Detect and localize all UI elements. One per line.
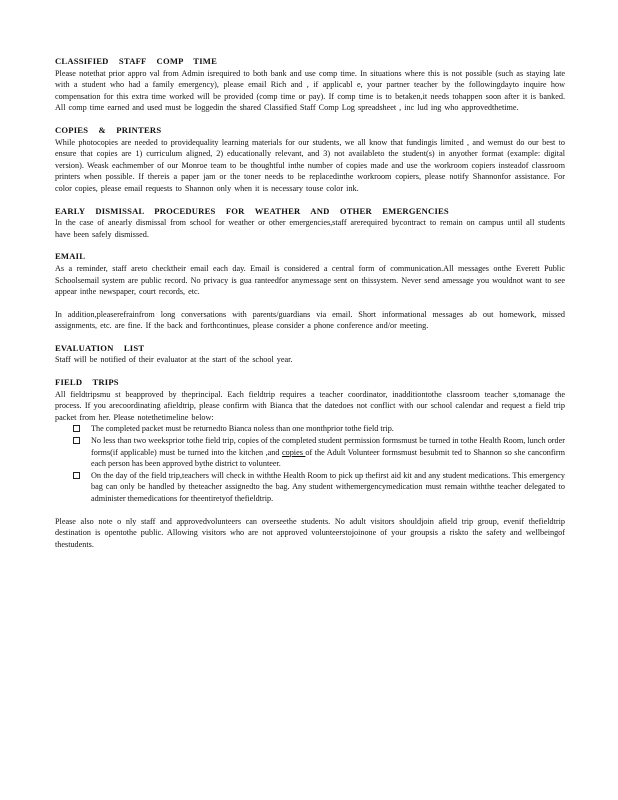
section-paragraph: As a reminder, staff areto checktheir email each day. Email is considered a central form of communication.All messages onthe Everett Public Schoolsemail system are public record. No privacy is gua ranteedfor anymessage sent on thissystem. Never send amessage you wouldnot want to see appear inthe newspaper, court records, etc. xyxy=(55,263,565,297)
checkbox-bullet-icon xyxy=(73,437,80,444)
section-paragraph: While photocopies are needed to providequality learning materials for our students, we all know that fundingis limited , and wemust do our best to ensure that copies are 1) curriculum aligned, 2) educationally relevant, and 3) not availableto the student(s) in anyother format (example: digital version). Weask eachmember of our Monroe team to be thoughtful inthe number of copies made and use the workroom copiers insteadof classroom printers when possible. If thereis a paper jam or the toner needs to be replacedinthe workroom copiers, please notify Shannonfor assistance. For color copies, please email requests to Shannon only when it is necessary touse color ink. xyxy=(55,137,565,193)
section-paragraph: Please notethat prior appro val from Admin isrequired to both bank and use comp time. In situations where this is not possible (such as staying late with a student who had a family emergency), please email Rich and , if applicabl e, your partner teacher by the followingdayto inquire how compensation for this extra time worked will be provided (comp time or pay). If comp time is to betaken,it needs tohappen soon after it is banked. All comp time earned and used must be loggedin the shared Classified Staff Comp Log spreadsheet , inc lud ing who approvedthetime. xyxy=(55,68,565,113)
field-trip-timeline-list xyxy=(55,423,565,504)
section-paragraph: In the case of anearly dismissal from school for weather or other emergencies,staff arerequired bycontract to remain on campus until all students have been safely dismissed. xyxy=(55,218,565,239)
section-field-trips xyxy=(55,377,565,550)
section-heading: EARLY DISMISSAL PROCEDURES FOR WEATHER AND OTHER EMERGENCIES xyxy=(55,205,449,216)
section-heading: CLASSIFIED STAFF COMP TIME xyxy=(55,56,218,66)
section-heading: EVALUATION LIST xyxy=(55,342,145,353)
list-item xyxy=(91,423,565,435)
section-email xyxy=(55,251,565,332)
list-item xyxy=(91,435,565,470)
section-evaluation-list xyxy=(55,343,565,366)
list-item-text: No less than two weeksprior tothe field trip, copies of the completed student permission formsmust be turned in tothe Health Room, lunch order forms(if applicable) must be turned into the kitchen ,and xyxy=(91,436,565,457)
list-item-text: On the day of the field trip,teachers will check in withthe Health Room to pick up thefirst aid kit and any student medications. This emergency bag can only be handled by theteacher assignedto the bag. Any student withemergencymedication must remain withthe teacher delegated to administer themedications for theentiretyof thefieldtrip. xyxy=(91,470,565,503)
checkbox-bullet-icon xyxy=(73,472,80,479)
document-page xyxy=(55,56,565,561)
section-heading: EMAIL xyxy=(55,251,86,262)
section-heading: FIELD TRIPS xyxy=(55,377,119,388)
section-early-dismissal xyxy=(55,206,565,241)
section-heading: COPIES & PRINTERS xyxy=(55,124,162,135)
checkbox-bullet-icon xyxy=(73,425,80,432)
section-copies-printers xyxy=(55,125,565,195)
section-paragraph: Please also note o nly staff and approvedvolunteers can overseethe students. No adult visitors shouldjoin afield trip group, evenif thefieldtrip destination is opentothe public. Allowing visitors who are not approved volunteerstojoinone of your groupsis a riskto the safety and wellbeingof thestudents. xyxy=(55,516,565,549)
section-paragraph: Staff will be notified of their evaluator at the start of the school year. xyxy=(55,355,293,365)
section-comp-time xyxy=(55,56,565,114)
underlined-text: copies xyxy=(281,447,306,457)
list-item-text: of the Adult Volunteer formsmust besubmit ted to Shannon so she canconfirm each person has been approved bythe district to volunteer. xyxy=(91,447,565,469)
section-paragraph: In addition,pleaserefrainfrom long conversations with parents/guardians via email. Short informational messages ab out homework, missed assignments, etc. are fine. If the back and forthcontinues, please consider a phone conference and/or meeting. xyxy=(55,309,565,331)
section-paragraph: All fieldtripsmu st beapproved by theprincipal. Each fieldtrip requires a teacher coordinator, inadditiontothe classroom teacher s,tomanage the process. If you arecoordinating afieldtrip, please confirm with Bianca that the datedoes not conflict with our school calendar and request a field trip packet from her. Please notethetimeline below: xyxy=(55,389,565,422)
list-item-text: The completed packet must be returnedto Bianca noless than one monthprior tothe field trip. xyxy=(91,424,394,434)
list-item xyxy=(91,470,565,505)
